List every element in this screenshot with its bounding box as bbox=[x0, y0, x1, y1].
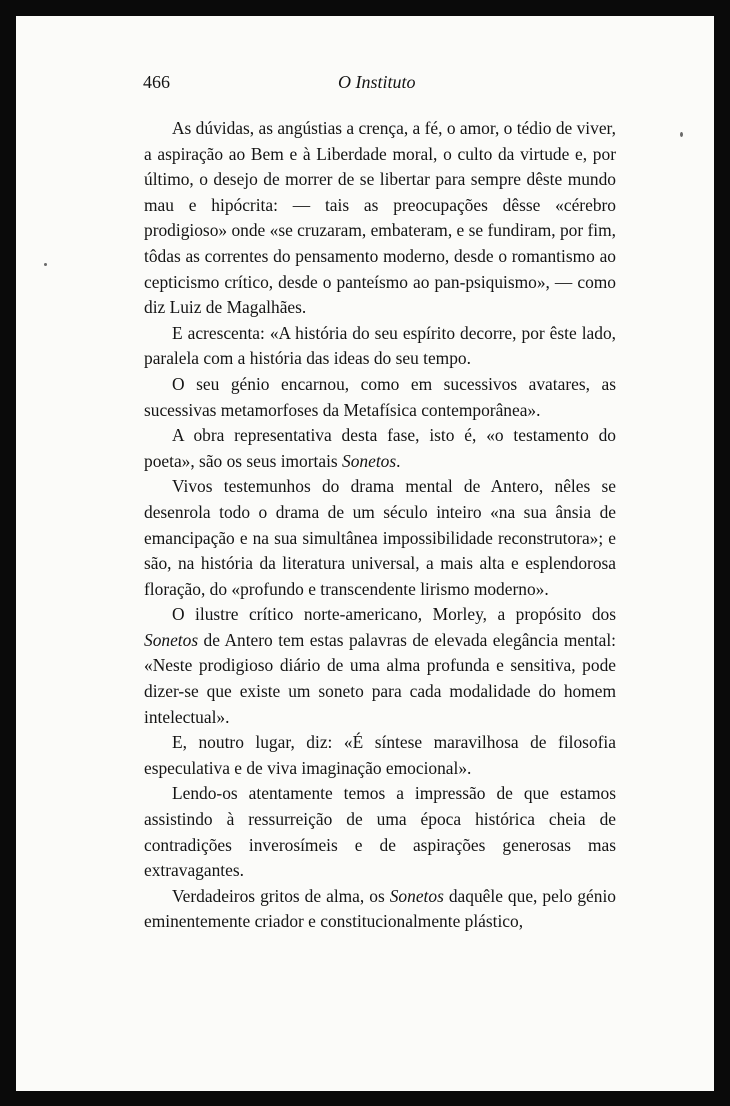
body-text bbox=[144, 116, 616, 935]
print-speck bbox=[680, 132, 683, 137]
book-page bbox=[16, 16, 714, 1091]
paragraph bbox=[144, 730, 616, 781]
text-run: de Antero tem estas palavras de elevada elegância mental: «Neste prodigioso diário de uma alma profunda e sensitiva, pode dizer-se que existe um soneto para cada modalidade do homem intelectual». bbox=[144, 629, 616, 727]
text-run: E, noutro lugar, diz: «É síntese maravilhosa de filosofia especulativa e de viva imaginação emocional». bbox=[144, 732, 616, 778]
text-run: Lendo-os atentamente temos a impressão de que estamos assistindo à ressurreição de uma época histórica cheia de contradições inverosímeis e de aspirações generosas mas extravagantes. bbox=[144, 783, 616, 881]
italic-title: Sonetos bbox=[389, 885, 444, 906]
paragraph bbox=[144, 602, 616, 730]
text-run: . bbox=[396, 450, 401, 471]
text-run: daquêle que, pelo génio eminentemente criador e constitucionalmente plástico, bbox=[144, 885, 616, 932]
paragraph bbox=[144, 321, 616, 372]
italic-title: Sonetos bbox=[144, 629, 199, 650]
page-number: 466 bbox=[143, 72, 170, 92]
paragraph bbox=[144, 372, 616, 423]
paragraph bbox=[144, 884, 616, 935]
text-run: Vivos testemunhos do drama mental de Antero, nêles se desenrola todo o drama de um século inteiro «na sua ânsia de emancipação e na sua simultânea impossibilidade reconstrutora»; e são, na história da literatura universal, a mais alta e esplendorosa floração, do «profundo e transcendente lirismo moderno». bbox=[144, 476, 616, 599]
text-run: O seu génio encarnou, como em sucessivos avatares, as sucessivas metamorfoses da Metafísica contemporânea». bbox=[144, 373, 616, 420]
paragraph bbox=[144, 781, 616, 883]
text-run: A obra representativa desta fase, isto é, «o testamento do poeta», são os seus imortais bbox=[144, 425, 616, 471]
page-header bbox=[16, 72, 714, 98]
italic-title: Sonetos bbox=[342, 450, 397, 471]
paragraph bbox=[144, 116, 616, 321]
print-speck bbox=[44, 263, 47, 266]
running-title: O Instituto bbox=[338, 72, 416, 92]
text-run: O ilustre crítico norte-americano, Morley, a propósito dos bbox=[172, 604, 616, 625]
text-run: E acrescenta: «A história do seu espírito decorre, por êste lado, paralela com a história das ideas do seu tempo. bbox=[144, 322, 616, 369]
paragraph bbox=[144, 474, 616, 602]
paragraph bbox=[144, 423, 616, 474]
text-run: As dúvidas, as angústias a crença, a fé, o amor, o tédio de viver, a aspiração ao Bem e à Liberdade moral, o culto da virtude e, por último, o desejo de morrer de se libertar para sempre dêste mundo mau e hipócrita: — tais as preocupações dêsse «cérebro prodigioso» onde «se cruzaram, embateram, e se fundiram, por fim, tôdas as correntes do pensamento moderno, desde o romantismo ao cepticismo crítico, desde o panteísmo ao pan-psiquismo», — como diz Luiz de Magalhães. bbox=[144, 118, 616, 318]
text-run: Verdadeiros gritos de alma, os bbox=[172, 885, 390, 906]
